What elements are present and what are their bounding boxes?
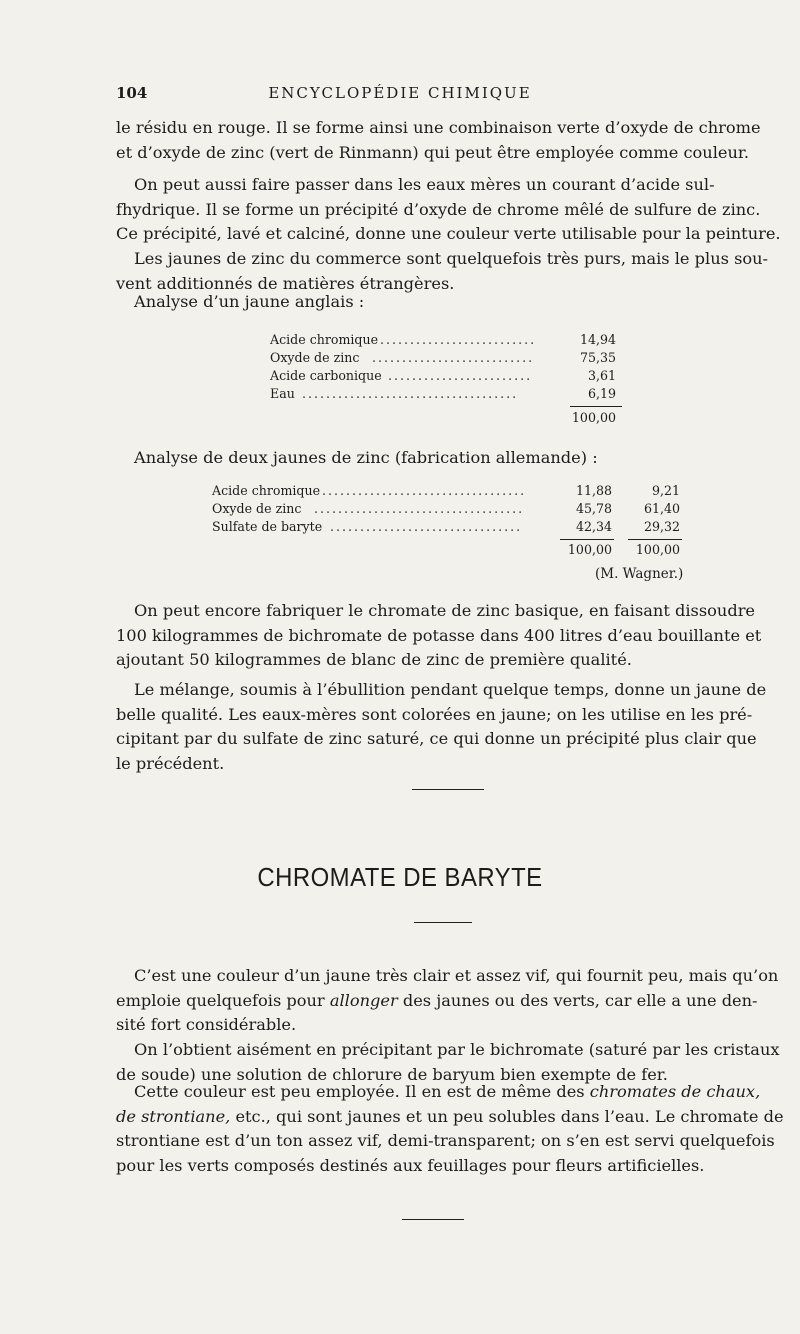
text-line: Les jaunes de zinc du commerce sont quelquefois très purs, mais le plus sou- [134, 249, 769, 268]
text-line: Le mélange, soumis à l’ébullition pendant quelque temps, donne un jaune de [134, 680, 767, 699]
table-total-row [212, 542, 692, 560]
german-yellow-analysis-table [212, 483, 692, 603]
text-line: On peut encore fabriquer le chromate de zinc basique, en faisant dissoudre [134, 601, 756, 620]
total-rule-sample-2 [628, 539, 682, 540]
source-credit: (M. Wagner.) [595, 566, 684, 582]
text-line: et d’oxyde de zinc (vert de Rinmann) qui peut être employée comme couleur. [116, 142, 749, 162]
table-row [270, 350, 630, 368]
table-row [212, 519, 692, 537]
text-line: belle qualité. Les eaux-mères sont colorées en jaune; on les utilise en les pré- [116, 704, 753, 724]
text-line: fhydrique. Il se forme un précipité d’oxyde de chrome mêlé de sulfure de zinc. [116, 199, 761, 219]
text-line: le précédent. [116, 753, 225, 773]
text-line: 100 kilogrammes de bichromate de potasse dans 400 litres d’eau bouillante et [116, 625, 762, 645]
text-line: Analyse de deux jaunes de zinc (fabrication allemande) : [134, 448, 598, 467]
paragraph-english-analysis-intro [116, 290, 684, 315]
table-row [270, 386, 630, 404]
leader-dots: .......................... [380, 332, 537, 347]
text-line: Ce précipité, lavé et calciné, donne une couleur verte utilisable pour la peinture. [116, 224, 781, 243]
section-separator-bottom [414, 922, 472, 923]
leader-dots: ........................... [372, 350, 535, 365]
component-label: Acide chromique [270, 332, 379, 347]
total-value: 100,00 [571, 410, 616, 425]
text-line: cipitant par du sulfate de zinc saturé, ce qui donne un précipité plus clair que [116, 729, 757, 748]
paragraph-baryte-description [116, 964, 779, 1038]
text-line: pour les verts composés destinés aux feuillages pour fleurs artificielles. [116, 1155, 705, 1175]
component-label: Eau [270, 386, 295, 401]
component-value: 6,19 [587, 386, 616, 401]
text-run: des jaunes ou des verts, car elle a une den- [397, 990, 758, 1010]
table-row [212, 501, 692, 519]
paragraph-other-chromates [116, 1080, 784, 1178]
emphasis: allonger [329, 990, 398, 1010]
emphasis: de strontiane, [116, 1106, 231, 1126]
component-label: Acide carbonique [270, 368, 382, 383]
text-line: On l’obtient aisément en précipitant par le bichromate (saturé par les cristaux [134, 1040, 780, 1059]
text-run: etc., qui sont jaunes et un peu solubles dans l’eau. Le chromate de [230, 1106, 784, 1126]
text-run: Cette couleur est peu employée. Il en est de même des [134, 1082, 590, 1101]
text-line: strontiane est d’un ton assez vif, demi-transparent; on s’en est servi quelquefois [116, 1131, 775, 1150]
component-value: 3,61 [587, 368, 616, 383]
text-line: de soude) une solution de chlorure de baryum bien exempte de fer. [116, 1064, 668, 1084]
paragraph-rinmann-green [116, 116, 761, 165]
table-total-row [270, 410, 630, 428]
text-run: emploie quelquefois pour [116, 990, 330, 1010]
paragraph-hydrogen-sulfide [116, 173, 781, 247]
paragraph-commerce-yellows [116, 247, 769, 296]
table-row [270, 368, 630, 386]
sample-1-value: 11,88 [575, 483, 612, 498]
total-rule-sample-1 [560, 539, 614, 540]
component-value: 75,35 [579, 350, 616, 365]
component-label: Acide chromique [212, 483, 321, 498]
section-end-rule [402, 1219, 464, 1220]
table-row [212, 483, 692, 501]
sample-1-value: 42,34 [575, 519, 612, 534]
total-rule [570, 406, 622, 407]
leader-dots: .................................... [302, 386, 519, 401]
text-line [116, 1080, 761, 1105]
text-line: On peut aussi faire passer dans les eaux mères un courant d’acide sul- [134, 175, 715, 194]
text-line: vent additionnés de matières étrangères. [116, 273, 455, 293]
text-line [116, 989, 758, 1014]
leader-dots: ................................ [330, 519, 523, 534]
english-yellow-analysis-table [270, 332, 630, 432]
sample-2-total: 100,00 [635, 542, 680, 557]
text-line: sité fort considérable. [116, 1015, 297, 1034]
running-title: ENCYCLOPÉDIE CHIMIQUE [268, 84, 532, 102]
sample-2-value: 61,40 [643, 501, 680, 516]
page-header [116, 84, 684, 108]
text-line: ajoutant 50 kilogrammes de blanc de zinc de première qualité. [116, 650, 632, 669]
sample-1-total: 100,00 [567, 542, 612, 557]
table-row [270, 332, 630, 350]
section-separator-top [412, 789, 484, 790]
component-value: 14,94 [579, 332, 616, 347]
section-title: CHROMATE DE BARYTE [257, 862, 543, 892]
paragraph-boiling-mixture [116, 678, 767, 776]
text-line: Analyse d’un jaune anglais : [134, 292, 365, 311]
component-label: Oxyde de zinc [212, 501, 302, 516]
text-line [116, 1105, 784, 1130]
page-number: 104 [116, 84, 148, 102]
emphasis: chromates de chaux, [589, 1082, 761, 1101]
sample-1-value: 45,78 [575, 501, 612, 516]
leader-dots: .................................. [322, 483, 527, 498]
component-label: Oxyde de zinc [270, 350, 360, 365]
leader-dots: ........................ [388, 368, 533, 383]
component-label: Sulfate de baryte [212, 519, 323, 534]
sample-2-value: 29,32 [643, 519, 680, 534]
paragraph-basic-zinc-chromate [116, 599, 762, 673]
text-line: le résidu en rouge. Il se forme ainsi une combinaison verte d’oxyde de chrome [116, 118, 761, 137]
paragraph-german-analysis-intro [116, 446, 684, 471]
text-line: C’est une couleur d’un jaune très clair et assez vif, qui fournit peu, mais qu’on [134, 966, 779, 985]
leader-dots: ................................... [314, 501, 525, 516]
sample-2-value: 9,21 [651, 483, 680, 498]
